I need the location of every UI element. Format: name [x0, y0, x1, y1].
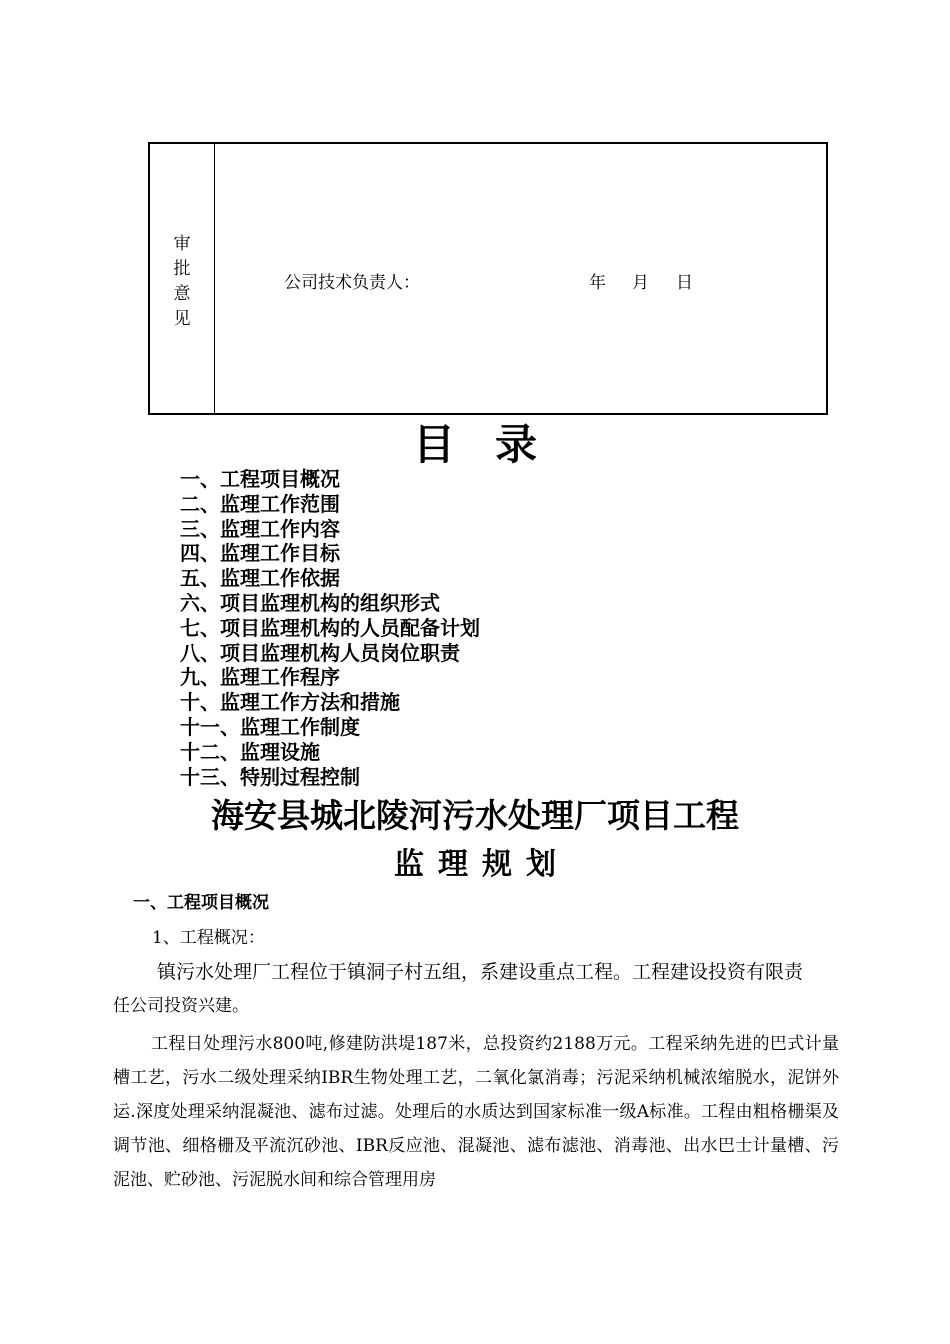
paragraph-1-line-1: 镇污水处理厂工程位于镇洞子村五组，系建设重点工程。工程建设投资有限责 [157, 961, 804, 983]
toc-item: 十一、监理工作制度 [180, 714, 360, 739]
toc-item: 六、项目监理机构的组织形式 [180, 590, 440, 615]
toc-item: 一、工程项目概况 [180, 467, 340, 491]
toc-item: 二、监理工作范围 [180, 491, 340, 516]
toc-item: 五、监理工作依据 [180, 566, 340, 591]
paragraph-2: 工程日处理污水800吨,修建防洪堤187米，总投资约2188万元。工程采纳先进的巴式计量槽工艺，污水二级处理采纳IBR生物处理工艺，二氧化氯消毒；污泥采纳机械浓缩脱水，泥饼外运.深度处理采纳混凝池、滤布过滤。处理后的水质达到国家标准一级A标准。工程由粗格栅渠及调节池、细格栅及平流沉砂池、IBR反应池、混凝池、滤布滤池、消毒池、出水巴士计量槽、污泥池、贮砂池、污泥脱水间和综合管理用房 [113, 1034, 839, 1190]
date-year-label: 年 [589, 273, 606, 293]
approval-label-char: 见 [173, 309, 191, 329]
toc-item: 十二、监理设施 [180, 739, 320, 764]
paragraph-1 [113, 955, 839, 1023]
approval-label-char: 批 [173, 259, 191, 279]
approval-label-char: 意 [173, 284, 191, 304]
toc-item: 十、监理工作方法和措施 [180, 690, 400, 715]
approval-label-column [150, 144, 215, 413]
date-day-label: 日 [676, 273, 693, 293]
signer-label: 公司技术负责人： [284, 273, 420, 293]
toc-item: 八、项目监理机构人员岗位职责 [180, 640, 460, 665]
approval-content-cell [216, 144, 826, 413]
toc-item: 九、监理工作程序 [180, 665, 340, 690]
document-subtitle: 监理规划 [394, 847, 570, 882]
section-heading: 一、工程项目概况 [133, 893, 269, 913]
toc-item: 七、项目监理机构的人员配备计划 [180, 615, 480, 640]
approval-label-char: 审 [173, 234, 191, 254]
toc-title: 目录 [412, 420, 577, 469]
sub-heading: 1、工程概况： [152, 928, 265, 948]
date-month-label: 月 [632, 273, 649, 293]
toc-item: 三、监理工作内容 [180, 516, 340, 541]
paragraph-1-line-2: 任公司投资兴建。 [113, 996, 249, 1016]
approval-table [148, 142, 828, 415]
toc-item: 四、监理工作目标 [180, 541, 340, 566]
toc-list [180, 467, 480, 789]
toc-item: 十三、特别过程控制 [180, 764, 360, 789]
document-title: 海安县城北陵河污水处理厂项目工程 [211, 796, 739, 835]
